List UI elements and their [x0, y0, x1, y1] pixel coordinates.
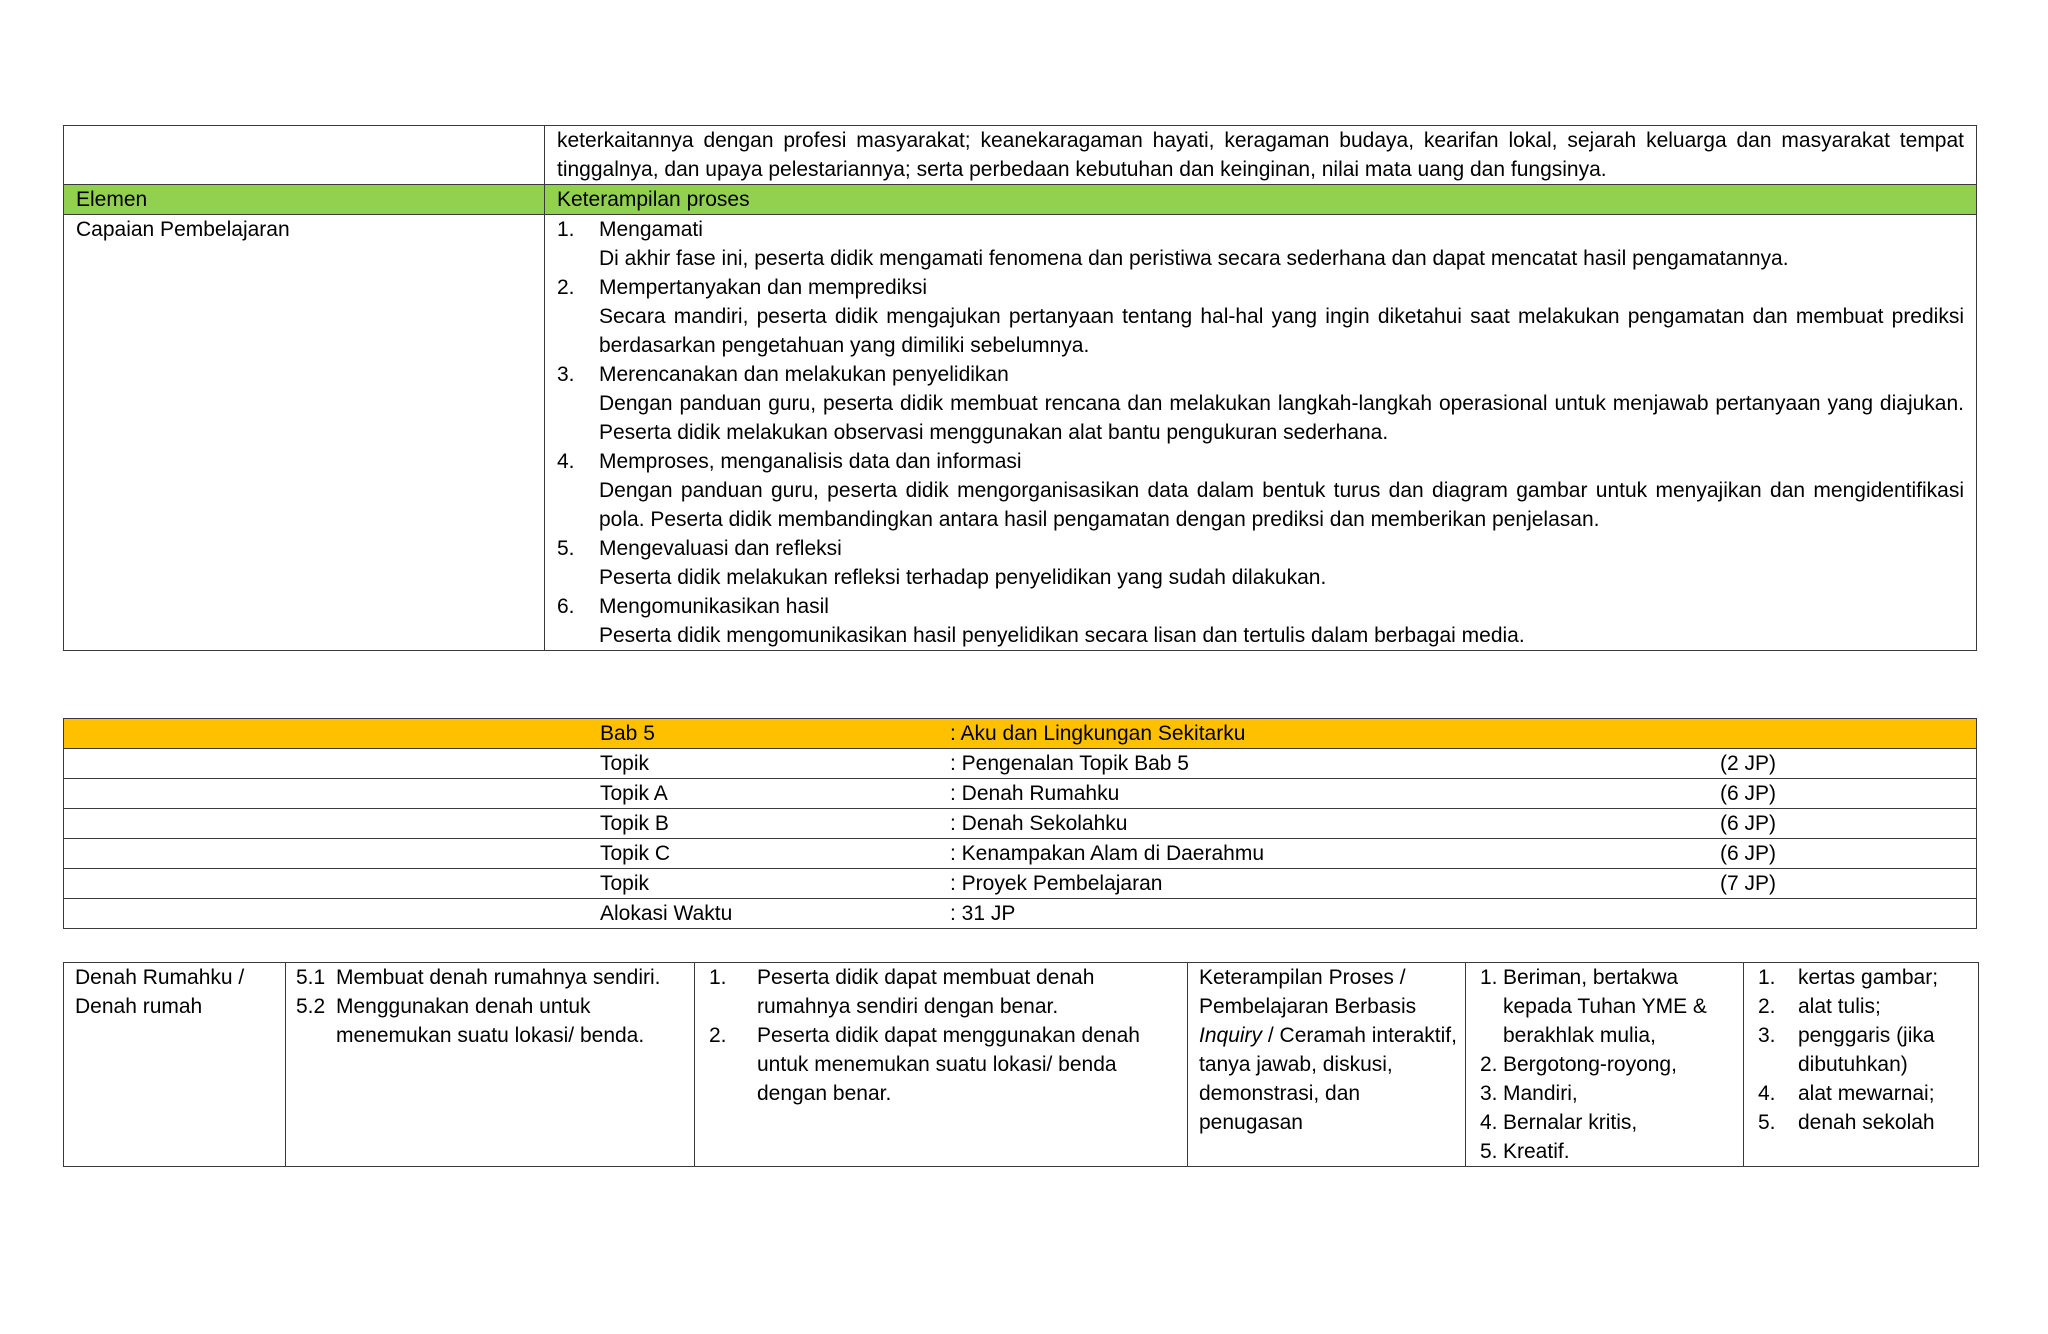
alat-cell [1744, 963, 1979, 1167]
profil-cell [1466, 963, 1744, 1167]
alokasi-row [64, 899, 1977, 929]
item-title: Memproses, menganalisis data dan informasi [599, 450, 1022, 473]
denah-table [63, 962, 1979, 1167]
metode-text-pre: Keterampilan Proses / Pembelajaran Berbasis [1199, 966, 1417, 1018]
topik-label: Topik [600, 749, 950, 779]
topik-label: Topik B [600, 809, 950, 839]
alat-text: kertas gambar; [1798, 966, 1939, 989]
item-title: Mempertanyakan dan memprediksi [599, 276, 927, 299]
profil-item [1480, 1050, 1743, 1079]
list-item [557, 360, 1964, 447]
capaian-content [545, 215, 1977, 651]
profil-item [1480, 1137, 1743, 1166]
profil-text: Bergotong-royong, [1503, 1053, 1677, 1076]
alokasi-label: Alokasi Waktu [600, 899, 950, 929]
intro-text: keterkaitannya dengan profesi masyarakat; keanekaragaman hayati, keragaman budaya, kearifan lokal, sejarah keluarga dan masyarakat tempat tinggalnya, dan upaya pelestariannya; serta perbedaan kebutuhan dan keinginan, nilai mata uang dan fungsinya. [545, 126, 1977, 185]
header-keterampilan: Keterampilan proses [545, 185, 1977, 215]
item-number: 5. [557, 537, 575, 560]
topik-value: : Proyek Pembelajaran [950, 869, 1720, 899]
list-item [557, 447, 1964, 534]
alat-number: 4. [1758, 1082, 1776, 1105]
alat-number: 5. [1758, 1111, 1776, 1134]
topik-row [64, 779, 1977, 809]
topik-row [64, 809, 1977, 839]
topik-value: : Kenampakan Alam di Daerahmu [950, 839, 1720, 869]
item-description: Peserta didik mengomunikasikan hasil penyelidikan secara lisan dan tertulis dalam berbagai media. [599, 624, 1525, 647]
tujuan-item [709, 1021, 1187, 1108]
capaian-list [557, 215, 1964, 650]
item-title: Mengamati [599, 218, 703, 241]
profil-item [1480, 963, 1743, 1050]
tujuan-text: Peserta didik dapat menggunakan denah untuk menemukan suatu lokasi/ benda dengan benar. [757, 1024, 1140, 1105]
topik-value: : Denah Rumahku [950, 779, 1720, 809]
capaian-table [63, 125, 1977, 651]
topik-row [64, 839, 1977, 869]
alokasi-value: : 31 JP [950, 899, 1720, 929]
alat-item [1758, 963, 1978, 992]
item-title: Mengomunikasikan hasil [599, 595, 829, 618]
bab-jp [1720, 719, 1977, 749]
alokasi-empty-cell [64, 899, 601, 929]
topik-empty-cell [64, 839, 601, 869]
alat-number: 2. [1758, 995, 1776, 1018]
list-item [557, 534, 1964, 592]
profil-text: Bernalar kritis, [1503, 1111, 1638, 1134]
alat-item [1758, 1021, 1978, 1079]
profil-number: 1. [1480, 966, 1498, 989]
topik-value: : Denah Sekolahku [950, 809, 1720, 839]
capaian-row [64, 215, 1977, 651]
topik-label: Topik [600, 869, 950, 899]
intro-row [64, 126, 1977, 185]
bab-label: Bab 5 [600, 719, 950, 749]
tujuan-item [709, 963, 1187, 1021]
header-elemen: Elemen [64, 185, 545, 215]
tujuan-number: 1. [709, 966, 727, 989]
topik-label: Topik C [600, 839, 950, 869]
kompetensi-item [296, 963, 694, 992]
topik-jp: (6 JP) [1720, 809, 1977, 839]
alat-item [1758, 992, 1978, 1021]
materi-cell: Denah Rumahku / Denah rumah [64, 963, 286, 1167]
profil-text: Mandiri, [1503, 1082, 1578, 1105]
kompetensi-text: Membuat denah rumahnya sendiri. [336, 966, 661, 989]
list-item [557, 215, 1964, 273]
bab-table [63, 718, 1977, 929]
bab-header-row [64, 719, 1977, 749]
item-description: Di akhir fase ini, peserta didik mengamati fenomena dan peristiwa secara sederhana dan dapat mencatat hasil pengamatannya. [599, 247, 1789, 270]
item-title: Mengevaluasi dan refleksi [599, 537, 842, 560]
item-description: Dengan panduan guru, peserta didik membuat rencana dan melakukan langkah-langkah operasional untuk menjawab pertanyaan yang diajukan. Peserta didik melakukan observasi menggunakan alat bantu pengukuran sederhana. [599, 392, 1964, 444]
bab-value: : Aku dan Lingkungan Sekitarku [950, 719, 1720, 749]
kompetensi-text: Menggunakan denah untuk menemukan suatu lokasi/ benda. [336, 995, 645, 1047]
topik-jp: (6 JP) [1720, 779, 1977, 809]
alokasi-jp [1720, 899, 1977, 929]
profil-item [1480, 1108, 1743, 1137]
alat-text: alat tulis; [1798, 995, 1881, 1018]
metode-text-post: / Ceramah interaktif, tanya jawab, diskusi, demonstrasi, dan penugasan [1199, 1024, 1457, 1134]
topik-jp: (2 JP) [1720, 749, 1977, 779]
topik-empty-cell [64, 809, 601, 839]
kompetensi-number: 5.1 [296, 966, 326, 989]
item-number: 1. [557, 218, 575, 241]
kompetensi-item [296, 992, 694, 1050]
profil-text: Beriman, bertakwa kepada Tuhan YME & berakhlak mulia, [1503, 966, 1707, 1047]
topik-empty-cell [64, 869, 601, 899]
item-number: 2. [557, 276, 575, 299]
item-number: 4. [557, 450, 575, 473]
item-number: 6. [557, 595, 575, 618]
profil-number: 3. [1480, 1082, 1498, 1105]
profil-text: Kreatif. [1503, 1140, 1570, 1163]
topik-row [64, 749, 1977, 779]
item-number: 3. [557, 363, 575, 386]
profil-number: 5. [1480, 1140, 1498, 1163]
alat-text: alat mewarnai; [1798, 1082, 1935, 1105]
topik-label: Topik A [600, 779, 950, 809]
topik-jp: (6 JP) [1720, 839, 1977, 869]
tujuan-number: 2. [709, 1024, 727, 1047]
tujuan-text: Peserta didik dapat membuat denah rumahnya sendiri dengan benar. [757, 966, 1095, 1018]
bab-empty-cell [64, 719, 601, 749]
topik-empty-cell [64, 749, 601, 779]
topik-row [64, 869, 1977, 899]
alat-number: 1. [1758, 966, 1776, 989]
capaian-label: Capaian Pembelajaran [64, 215, 545, 651]
topik-empty-cell [64, 779, 601, 809]
topik-value: : Pengenalan Topik Bab 5 [950, 749, 1720, 779]
profil-number: 4. [1480, 1111, 1498, 1134]
profil-number: 2. [1480, 1053, 1498, 1076]
item-description: Dengan panduan guru, peserta didik mengorganisasikan data dalam bentuk turus dan diagram gambar untuk menyajikan dan mengidentifikasi pola. Peserta didik membandingkan antara hasil pengamatan dengan prediksi dan memberikan penjelasan. [599, 479, 1964, 531]
tujuan-cell [695, 963, 1188, 1167]
alat-item [1758, 1108, 1978, 1137]
item-description: Peserta didik melakukan refleksi terhadap penyelidikan yang sudah dilakukan. [599, 566, 1327, 589]
intro-empty-cell [64, 126, 545, 185]
alat-item [1758, 1079, 1978, 1108]
item-description: Secara mandiri, peserta didik mengajukan pertanyaan tentang hal-hal yang ingin diketahui saat melakukan pengamatan dan membuat prediksi berdasarkan pengetahuan yang dimiliki sebelumnya. [599, 305, 1964, 357]
alat-number: 3. [1758, 1024, 1776, 1047]
denah-row [64, 963, 1979, 1167]
metode-text-italic: Inquiry [1199, 1024, 1263, 1047]
topik-jp: (7 JP) [1720, 869, 1977, 899]
kompetensi-number: 5.2 [296, 995, 326, 1018]
item-title: Merencanakan dan melakukan penyelidikan [599, 363, 1009, 386]
kompetensi-cell [286, 963, 695, 1167]
alat-text: denah sekolah [1798, 1111, 1935, 1134]
elemen-header-row [64, 185, 1977, 215]
alat-text: penggaris (jika dibutuhkan) [1798, 1024, 1935, 1076]
profil-item [1480, 1079, 1743, 1108]
metode-cell [1188, 963, 1466, 1167]
list-item [557, 592, 1964, 650]
list-item [557, 273, 1964, 360]
